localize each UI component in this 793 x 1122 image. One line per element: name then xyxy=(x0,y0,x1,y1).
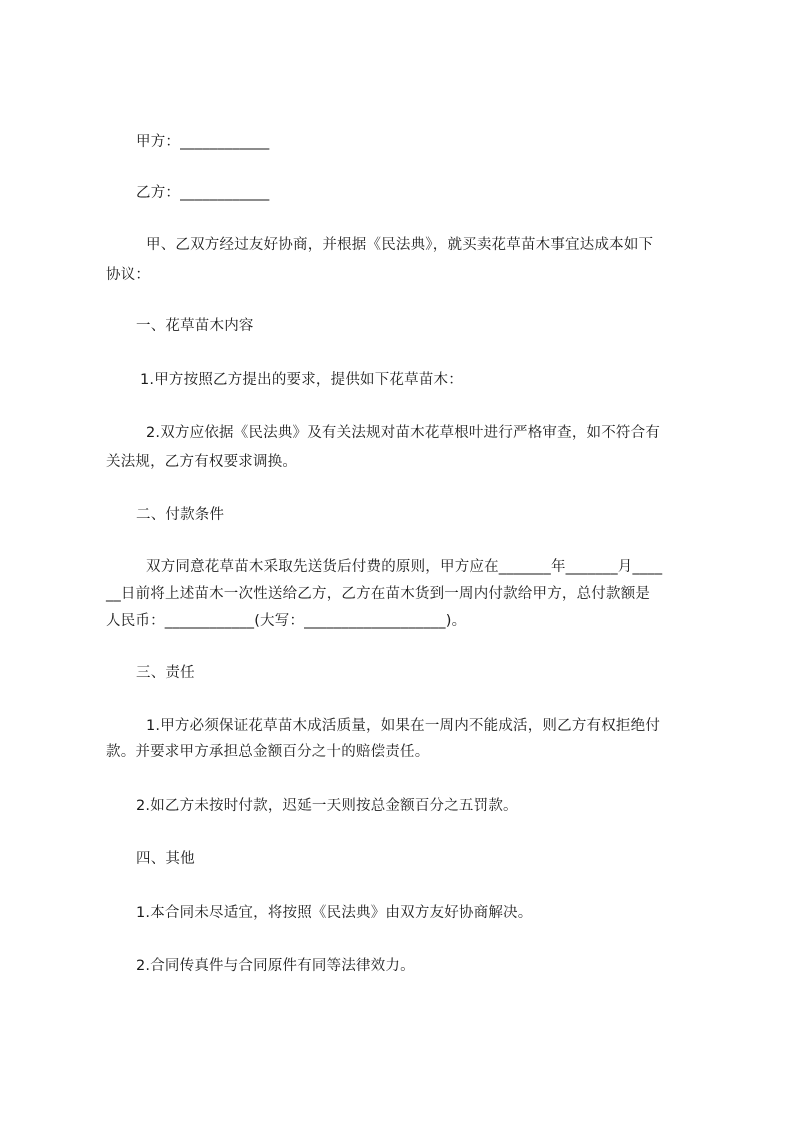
section-1-item-2-line-1: 2.双方应依据《民法典》及有关法规对苗木花草根叶进行严格审查，如不符合有 xyxy=(146,425,661,441)
section-3-item-1-line-2: 款。并要求甲方承担总金额百分之十的赔偿责任。 xyxy=(106,744,430,760)
section-1-item-1: 1.甲方按照乙方提出的要求，提供如下花草苗木： xyxy=(140,372,463,388)
section-2-para-line-3: 人民币：____________(大写：___________________)。 xyxy=(106,613,467,629)
section-4-item-2: 2.合同传真件与合同原件有同等法律效力。 xyxy=(136,958,415,974)
section-2-para-line-2: __日前将上述苗木一次性送给乙方，乙方在苗木货到一周内付款给甲方，总付款额是 xyxy=(106,586,651,602)
section-1-heading: 一、花草苗木内容 xyxy=(136,318,254,334)
section-3-item-2: 2.如乙方未按时付款，迟延一天则按总金额百分之五罚款。 xyxy=(136,798,518,814)
section-2-para-line-1: 双方同意花草苗木采取先送货后付费的原则，甲方应在_______年_______月____ xyxy=(146,559,663,575)
party-a-line: 甲方：____________ xyxy=(136,134,270,150)
section-3-heading: 三、责任 xyxy=(136,665,195,681)
preamble-line-2: 协议： xyxy=(106,267,151,283)
section-2-heading: 二、付款条件 xyxy=(136,507,225,523)
preamble-line-1: 甲、乙双方经过友好协商，并根据《民法典》，就买卖花草苗木事宜达成本如下 xyxy=(146,237,654,253)
section-3-item-1-line-1: 1.甲方必须保证花草苗木成活质量，如果在一周内不能成活，则乙方有权拒绝付 xyxy=(146,718,661,734)
section-4-heading: 四、其他 xyxy=(136,851,195,867)
section-4-item-1: 1.本合同未尽适宜，将按照《民法典》由双方友好协商解决。 xyxy=(136,905,533,921)
section-1-item-2-line-2: 关法规，乙方有权要求调换。 xyxy=(106,454,298,470)
party-b-line: 乙方：____________ xyxy=(136,185,270,201)
